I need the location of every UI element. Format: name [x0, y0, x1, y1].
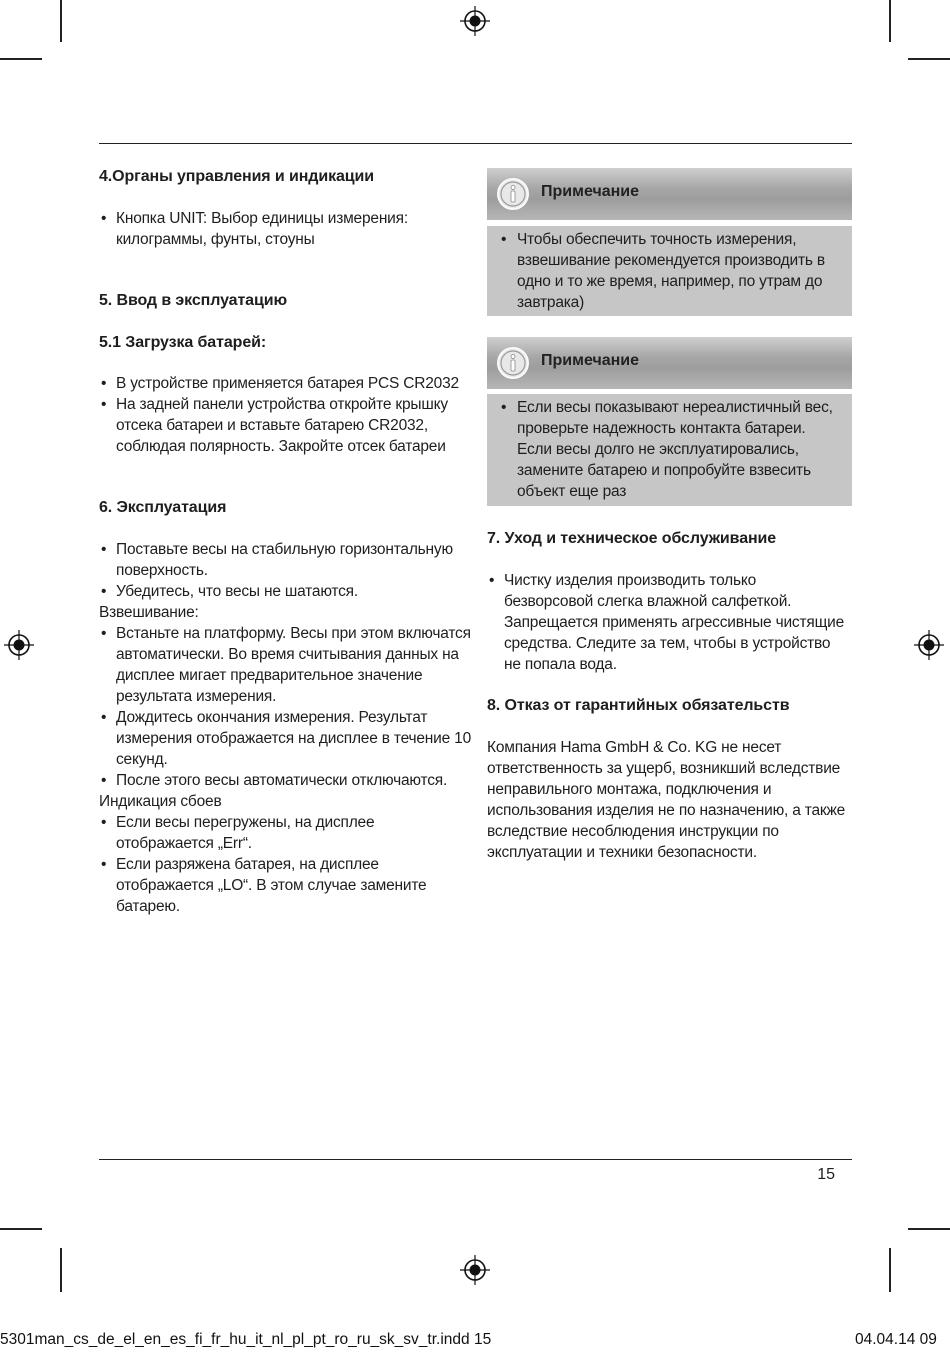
- info-icon: [496, 177, 530, 211]
- section-6-list-b: [99, 623, 471, 791]
- errors-label: Индикация сбоев: [99, 793, 222, 810]
- section-6-title: 6. Эксплуатация: [99, 499, 227, 516]
- section-4-list: [99, 208, 471, 250]
- crop-mark: [889, 1248, 891, 1292]
- note-1-header: [487, 168, 852, 220]
- note-2-text: • Если весы показывают нереалистичный вес, проверьте надежность контакта батареи. Если весы долго не эксплуатировались, замените батарею и попробуйте взвесить объект еще раз: [499, 397, 842, 502]
- crop-mark: [908, 1228, 950, 1230]
- crop-mark: [889, 0, 891, 42]
- section-5-1-list: [99, 373, 471, 457]
- list-item: • Если весы перегружены, на дисплее отображается „Err“.: [99, 812, 471, 854]
- list-item: • Встаньте на платформу. Весы при этом включатся автоматически. Во время считывания данных на дисплее мигает предварительное значение результата измерения.: [99, 623, 471, 707]
- registration-mark-icon: [460, 6, 490, 36]
- info-icon: [496, 346, 530, 380]
- list-item: • Чистку изделия производить только безворсовой слегка влажной салфеткой. Запрещается применять агрессивные чистящие средства. Следите за тем, чтобы в устройство не попала вода.: [487, 570, 847, 675]
- list-item: • Дождитесь окончания измерения. Результат измерения отображается на дисплее в течение 10 секунд.: [99, 707, 471, 770]
- section-4-title: 4.Органы управления и индикации: [99, 168, 374, 185]
- note-2-header: [487, 337, 852, 389]
- note-1-body: [487, 226, 852, 316]
- note-1-text: • Чтобы обеспечить точность измерения, взвешивание рекомендуется производить в одно и то же время, например, по утрам до завтрака): [499, 229, 842, 313]
- crop-mark: [0, 1228, 42, 1230]
- page-number: 15: [817, 1166, 835, 1183]
- section-6-list-c: [99, 812, 471, 917]
- crop-mark: [908, 58, 950, 60]
- section-5-title: 5. Ввод в эксплуатацию: [99, 292, 288, 309]
- list-item: • Если разряжена батарея, на дисплее отображается „LO“. В этом случае замените батарею.: [99, 854, 471, 917]
- section-5-1-title: 5.1 Загрузка батарей:: [99, 334, 267, 351]
- section-8-text: Компания Hama GmbH & Co. KG не несет ответственность за ущерб, возникший вследствие неправильного монтажа, подключения и использования изделия не по назначению, а также вследствие несоблюдения инструкции по эксплуатации и техники безопасности.: [487, 739, 846, 861]
- header-rule: [99, 143, 852, 144]
- list-item: • В устройстве применяется батарея PCS CR2032: [99, 373, 471, 394]
- list-item: • Поставьте весы на стабильную горизонтальную поверхность.: [99, 539, 471, 581]
- weighing-label: Взвешивание:: [99, 604, 199, 621]
- crop-mark: [0, 58, 42, 60]
- registration-mark-icon: [460, 1255, 490, 1285]
- crop-mark: [60, 0, 62, 42]
- section-7-title: 7. Уход и техническое обслуживание: [487, 530, 777, 547]
- list-item: • На задней панели устройства откройте крышку отсека батареи и вставьте батарею CR2032, соблюдая полярность. Закройте отсек батареи: [99, 394, 471, 457]
- registration-mark-icon: [4, 630, 34, 660]
- section-8-title: 8. Отказ от гарантийных обязательств: [487, 697, 790, 714]
- section-7-list: [487, 570, 847, 675]
- section-6-list-a: [99, 539, 471, 602]
- list-item: • Кнопка UNIT: Выбор единицы измерения: килограммы, фунты, стоуны: [99, 208, 471, 250]
- slug-date: 04.04.14 09: [855, 1331, 937, 1348]
- footer-rule: [99, 1159, 852, 1160]
- note-2-title: Примечание: [541, 352, 640, 369]
- left-column: [99, 166, 471, 917]
- list-item: • Убедитесь, что весы не шатаются.: [99, 581, 471, 602]
- slug-filename: 5301man_cs_de_el_en_es_fi_fr_hu_it_nl_pl_pt_ro_ru_sk_sv_tr.indd 15: [0, 1331, 492, 1348]
- note-2-body: [487, 394, 852, 506]
- registration-mark-icon: [914, 630, 944, 660]
- note-1-title: Примечание: [541, 183, 640, 200]
- right-column-text: [487, 528, 847, 863]
- list-item: • После этого весы автоматически отключаются.: [99, 770, 471, 791]
- crop-mark: [60, 1248, 62, 1292]
